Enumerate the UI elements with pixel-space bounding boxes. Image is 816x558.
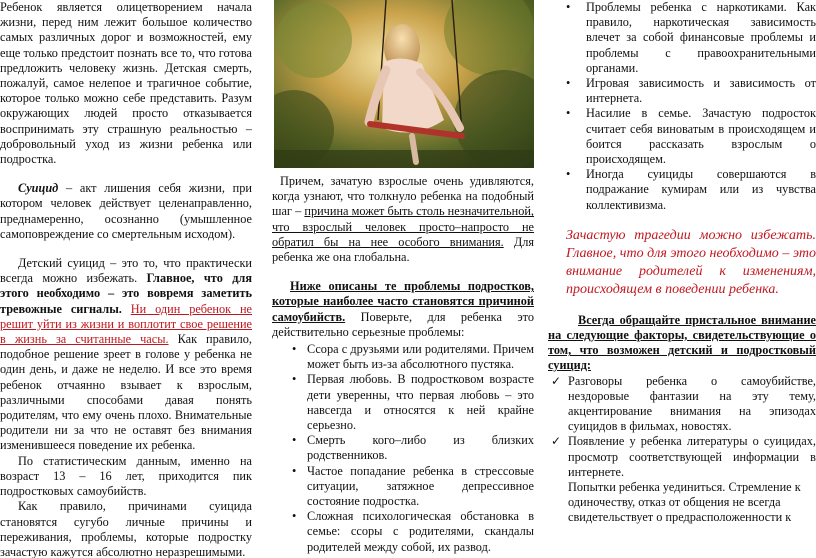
problems-heading: Ниже описаны те проблемы подростков, которые наиболее часто становятся причиной самоубийств. xyxy=(272,279,534,324)
problems-list xyxy=(272,342,534,555)
list-item-text: Насилие в семье. Зачастую подросток считает себя виноватым в происходящем и боится рассказать взрослым о происходящем. xyxy=(586,106,816,167)
checkmark-icon: ✓ xyxy=(551,434,562,449)
definition-text: – акт лишения себя жизни, при котором человек действует целенаправленно, преднамеренно, осознанно (умышленное самоповреждение со смертельным исходом). xyxy=(0,181,252,241)
problems-list-continued xyxy=(548,0,816,213)
prevention-callout: Зачастую трагедии можно избежать. Главное, что для этого необходимо – это внимание родителей к изменениям, происходящем в поведении ребенка. xyxy=(566,227,816,297)
paragraph-text-end: Для ребенка же она глобальна. xyxy=(272,234,534,265)
list-item xyxy=(548,434,816,480)
bullet-icon: • xyxy=(566,0,571,14)
underlined-text: причина может быть столь незначительной, что взрослый человек просто–напросто не обратил бы на нее особого внимания. xyxy=(272,204,534,249)
suicide-definition xyxy=(0,181,252,242)
bullet-icon: • xyxy=(566,167,571,182)
list-item-text: Иногда суициды совершаются в подражание кумирам или из чувства коллективизма. xyxy=(586,167,816,212)
list-item xyxy=(548,374,816,435)
list-item xyxy=(272,372,534,433)
list-item-text: Смерть кого–либо из близких родственников. xyxy=(307,433,534,463)
reasons-paragraph xyxy=(272,174,534,265)
warning-factors-heading: Всегда обращайте пристальное внимание на следующие факторы, свидетельствующие о том, что возможен детский и подростковый суицид: xyxy=(548,312,816,373)
child-suicide-paragraph xyxy=(0,256,252,454)
warning-factors-list xyxy=(548,374,816,480)
bullet-icon: • xyxy=(566,106,571,121)
causes-paragraph: Как правило, причинами суицида становятся сугубо личные причины и переживания, проблемы, которые подростку зачастую кажутся абсолютно неразрешимыми. xyxy=(0,499,252,558)
list-item xyxy=(272,433,534,463)
bullet-icon: • xyxy=(292,433,297,448)
column-left xyxy=(0,0,252,558)
list-item-text: Частое попадание ребенка в стрессовые ситуации, затяжное депрессивное состояние подростка. xyxy=(307,463,534,509)
list-item-text: Первая любовь. В подростковом возрасте дети уверенны, что первая любовь – это навсегда и относятся к ней крайне серьезно. xyxy=(307,372,534,433)
paragraph-text: Детский суицид – это то, что практически всегда можно избежать. xyxy=(0,256,252,286)
statistics-paragraph: По статистическим данным, именно на возраст 13 – 16 лет, приходится пик подростковых самоубийств. xyxy=(0,453,252,499)
problems-intro xyxy=(272,279,534,340)
list-item xyxy=(548,0,816,76)
list-item-text: Проблемы ребенка с наркотиками. Как правило, наркотическая зависимость влечет за собой финансовые проблемы и проблемы с правоохранительными органами. xyxy=(586,0,816,75)
isolation-paragraph: Попытки ребенка уединиться. Стремление к одиночеству, отказ от общения не всегда свидетельствует о предрасположенности к xyxy=(568,480,801,525)
list-item xyxy=(548,76,816,106)
list-item-text: Сложная психологическая обстановка в семье: ссоры с родителями, скандалы родителей между собой, их развод. xyxy=(307,509,534,554)
definition-term: Суицид xyxy=(18,181,59,196)
problems-intro-text: Поверьте, для ребенка это действительно серьезные проблемы: xyxy=(272,309,534,339)
bullet-icon: • xyxy=(292,372,297,387)
intro-paragraph: Ребенок является олицетворением начала жизни, перед ним лежит большое количество самых различных дорог и возможностей, ему еще только предстоит познать все то, что готова предложить человеку жизнь. Детская смерть, пожалуй, самое нелепое и трагичное событие, которое только можно себе представить. Разум окружающих людей просто отказывается воспринимать эту страшную реальностью – добровольный уход из жизни ребенка или подростка. xyxy=(0,0,252,167)
bullet-icon: • xyxy=(292,463,297,478)
red-underlined-text: Ни один ребенок не решит уйти из жизни и воплотит свое решение в жизнь за считанные часы. xyxy=(0,301,252,347)
bold-warning-text: Главное, что для этого необходимо – это вовремя заметить тревожные сигналы. xyxy=(0,271,252,316)
column-middle xyxy=(272,0,534,558)
child-on-swing-photo xyxy=(274,0,534,168)
bullet-icon: • xyxy=(566,76,571,91)
list-item xyxy=(272,342,534,372)
list-item xyxy=(548,106,816,167)
space xyxy=(122,302,131,316)
list-item xyxy=(548,167,816,213)
column-right xyxy=(548,0,816,558)
list-item-text: Игровая зависимость и зависимость от интернета. xyxy=(586,76,816,106)
swing-photo-illustration xyxy=(274,0,534,168)
list-item xyxy=(272,509,534,555)
list-item-text: Ссора с друзьями или родителями. Причем может быть из-за абсолютного пустяка. xyxy=(307,342,534,372)
bullet-icon: • xyxy=(292,342,297,357)
list-item-text: Разговоры ребенка о самоубийстве, нездоровые фантазии на эту тему, акцентирование внимания на эпизодах суицидов в фильмах, новостях. xyxy=(568,373,816,434)
list-item xyxy=(272,464,534,510)
paragraph-text-continued: Как правило, подобное решение зреет в голове у ребенка не один день, и даже не неделю. И все это время ребенок отчаянно взывает к взрослым, различными способами давая понять родителям, что ему очень плохо. Внимательные родители ни за что не оставят без внимания изменившееся поведение их ребенка. xyxy=(0,332,252,453)
list-item-text: Появление у ребенка литературы о суицидах, просмотр соответствующей информации в интернете. xyxy=(568,434,816,479)
paragraph-text: Причем, зачатую взрослые очень удивляются, когда узнают, что толкнуло ребенка на подобный шаг – xyxy=(272,174,534,219)
bullet-icon: • xyxy=(292,509,297,524)
checkmark-icon: ✓ xyxy=(551,373,562,388)
